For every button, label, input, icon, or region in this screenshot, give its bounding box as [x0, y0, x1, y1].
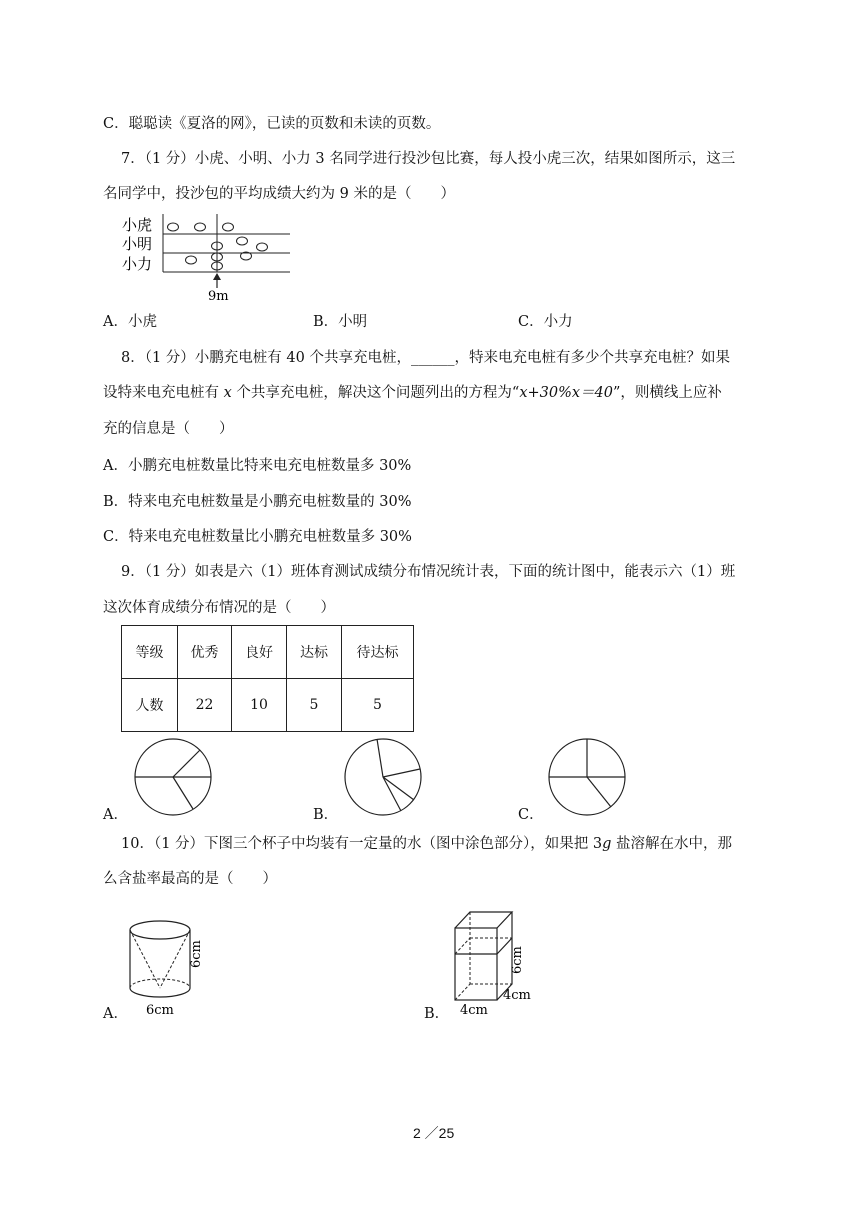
- q10-cylinder-figure: [124, 916, 224, 1018]
- q7-throw-mark: [223, 223, 234, 231]
- q8-stem-text: 设特来电充电桩有: [103, 385, 224, 401]
- q8-variable: x: [223, 385, 232, 401]
- q10-stem-line1: [121, 834, 732, 854]
- q7-option-a: A．小虎: [103, 314, 157, 330]
- q7-marker-label: 9m: [208, 289, 229, 304]
- q7-throw-mark: [237, 237, 248, 245]
- table-cell: 22: [178, 679, 232, 732]
- q10-a-height-label: 6cm: [189, 940, 204, 968]
- q7-throw-figure: [118, 210, 298, 305]
- q9-option-c-label: C．: [518, 807, 544, 823]
- q10-b-height-label: 6cm: [510, 946, 525, 974]
- table-header-cell: 优秀: [178, 626, 232, 679]
- q10-option-a-label: A．: [103, 1006, 128, 1022]
- q10-stem-text: 10．（1 分）下图三个杯子中均装有一定量的水（图中涂色部分），如果把 3: [121, 836, 603, 852]
- table-header-cell: 达标: [287, 626, 342, 679]
- table-header-cell: 等级: [122, 626, 178, 679]
- q9-pie-option-c: [546, 737, 628, 819]
- q7-row-label-xiaoli: 小力: [122, 255, 153, 273]
- q10-a-diameter-label: 6cm: [146, 1003, 174, 1018]
- table-row: [122, 626, 414, 679]
- page-number: 2 ／25: [413, 1125, 455, 1141]
- table-cell: 10: [232, 679, 287, 732]
- table-cell: 5: [342, 679, 414, 732]
- q7-option-b: B．小明: [313, 314, 368, 330]
- q7-stem-line2: 名同学中，投沙包的平均成绩大约为 9 米的是（ ）: [103, 186, 455, 202]
- table-header-cell: 良好: [232, 626, 287, 679]
- q7-marker-arrowhead: [213, 273, 221, 280]
- q10-stem-line2: 么含盐率最高的是（ ）: [103, 871, 277, 887]
- q9-option-b-label: B．: [313, 807, 339, 823]
- q9-option-a-label: A．: [103, 807, 128, 823]
- q7-stem-line1: 7．（1 分）小虎、小明、小力 3 名同学进行投沙包比赛，每人投小虎三次，结果如图所示，这三: [121, 151, 736, 167]
- q8-stem-text: 个共享充电桩，解决这个问题列出的方程为“: [231, 385, 520, 401]
- q8-stem-line1: 8．（1 分）小鹏充电桩有 40 个共享充电桩，______，特来电充电桩有多少个共享充电桩？如果: [121, 350, 730, 366]
- q8-equation: x+30%x＝40: [519, 385, 614, 401]
- q9-pie-option-a: [132, 737, 214, 819]
- q7-option-c: C．小力: [518, 314, 573, 330]
- table-header-cell: 待达标: [342, 626, 414, 679]
- q9-grade-table: [121, 625, 414, 732]
- q7-throw-mark: [195, 223, 206, 231]
- table-cell: 人数: [122, 679, 178, 732]
- q10-cuboid-figure: [450, 908, 540, 1020]
- q7-throw-mark: [257, 243, 268, 251]
- q8-stem-text: ”，则横线上应补: [613, 385, 722, 401]
- q9-pie-option-b: [342, 737, 424, 819]
- q7-row-label-xiaoming: 小明: [122, 235, 153, 253]
- q10-unit: g: [602, 836, 612, 852]
- q8-option-a: A．小鹏充电桩数量比特来电充电桩数量多 30%: [103, 458, 412, 474]
- q9-stem-line2: 这次体育成绩分布情况的是（ ）: [103, 600, 335, 616]
- q10-b-width-label: 4cm: [460, 1003, 488, 1018]
- table-row: [122, 679, 414, 732]
- q10-stem-text: 盐溶解在水中，那: [611, 836, 733, 852]
- q7-throw-mark: [168, 223, 179, 231]
- q9-stem-line1: 9．（1 分）如表是六（1）班体育测试成绩分布情况统计表，下面的统计图中，能表示六（1）班: [121, 564, 736, 580]
- q8-option-b: B．特来电充电桩数量是小鹏充电桩数量的 30%: [103, 494, 412, 510]
- table-cell: 5: [287, 679, 342, 732]
- q8-stem-line2: [103, 383, 722, 403]
- q8-stem-line3: 充的信息是（ ）: [103, 421, 234, 437]
- q6-option-c: C．聪聪读《夏洛的网》，已读的页数和未读的页数。: [103, 116, 441, 132]
- q10-option-b-label: B．: [424, 1006, 450, 1022]
- q7-row-label-xiaohu: 小虎: [122, 216, 153, 234]
- q8-option-c: C．特来电充电桩数量比小鹏充电桩数量多 30%: [103, 529, 412, 545]
- q7-throw-mark: [186, 256, 197, 264]
- q10-b-depth-label: 4cm: [503, 988, 531, 1003]
